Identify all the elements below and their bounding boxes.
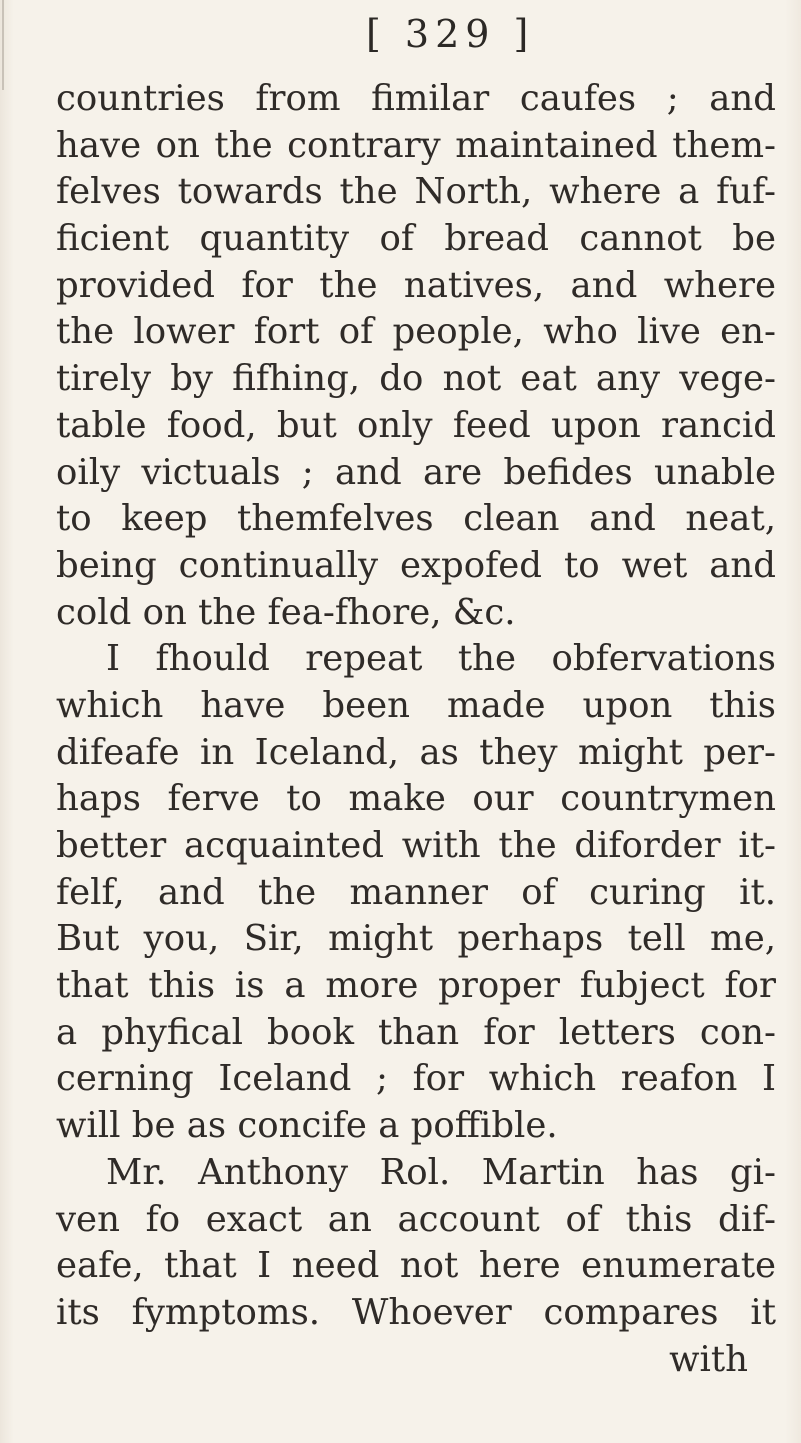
page-number: [ 329 ]	[366, 12, 535, 56]
text-line-14: which have been made upon this	[56, 684, 776, 726]
text-line-10: to keep themfelves clean and neat,	[56, 498, 776, 540]
page-edge-rule	[2, 0, 4, 90]
text-line-22: cerning Iceland ; for which reafon I	[56, 1058, 776, 1100]
text-line-17: better acquainted with the diforder it-	[56, 825, 776, 866]
text-line-23: will be as concife a poffible.	[56, 1105, 558, 1147]
catchword: with	[669, 1338, 748, 1380]
text-line-9: oily victuals ; and are befides unable	[56, 451, 776, 493]
body-text	[56, 76, 776, 1383]
text-line-12: cold on the fea-fhore, &c.	[56, 591, 516, 633]
text-line-16: haps ferve to make our countrymen	[56, 778, 776, 820]
text-line-1: countries from fimilar caufes ; and	[56, 78, 776, 119]
text-line-18: felf, and the manner of curing it.	[56, 871, 776, 913]
text-line-6: the lower fort of people, who live en-	[56, 311, 776, 353]
text-line-13: I fhould repeat the obfervations	[106, 638, 776, 680]
text-line-3: felves towards the North, where a fuf-	[56, 171, 776, 213]
text-line-26: eafe, that I need not here enumerate	[56, 1245, 776, 1287]
text-line-11: being continually expofed to wet and	[56, 544, 776, 586]
text-line-4: ficient quantity of bread cannot be	[56, 218, 776, 260]
text-line-15: difeafe in Iceland, as they might per-	[56, 731, 776, 773]
text-line-27: its fymptoms. Whoever compares it	[56, 1291, 776, 1333]
text-line-5: provided for the natives, and where	[56, 264, 776, 306]
text-line-20: that this is a more proper fubject for	[56, 965, 776, 1007]
text-line-2: have on the contrary maintained them-	[56, 124, 776, 166]
text-line-8: table food, but only feed upon rancid	[56, 404, 776, 446]
text-line-7: tirely by fifhing, do not eat any vege-	[56, 358, 776, 400]
text-line-24: Mr. Anthony Rol. Martin has gi-	[106, 1151, 776, 1193]
text-line-19: But you, Sir, might perhaps tell me,	[56, 918, 776, 960]
text-line-21: a phyfical book than for letters con-	[56, 1011, 776, 1053]
text-line-25: ven fo exact an account of this dif-	[56, 1198, 776, 1240]
